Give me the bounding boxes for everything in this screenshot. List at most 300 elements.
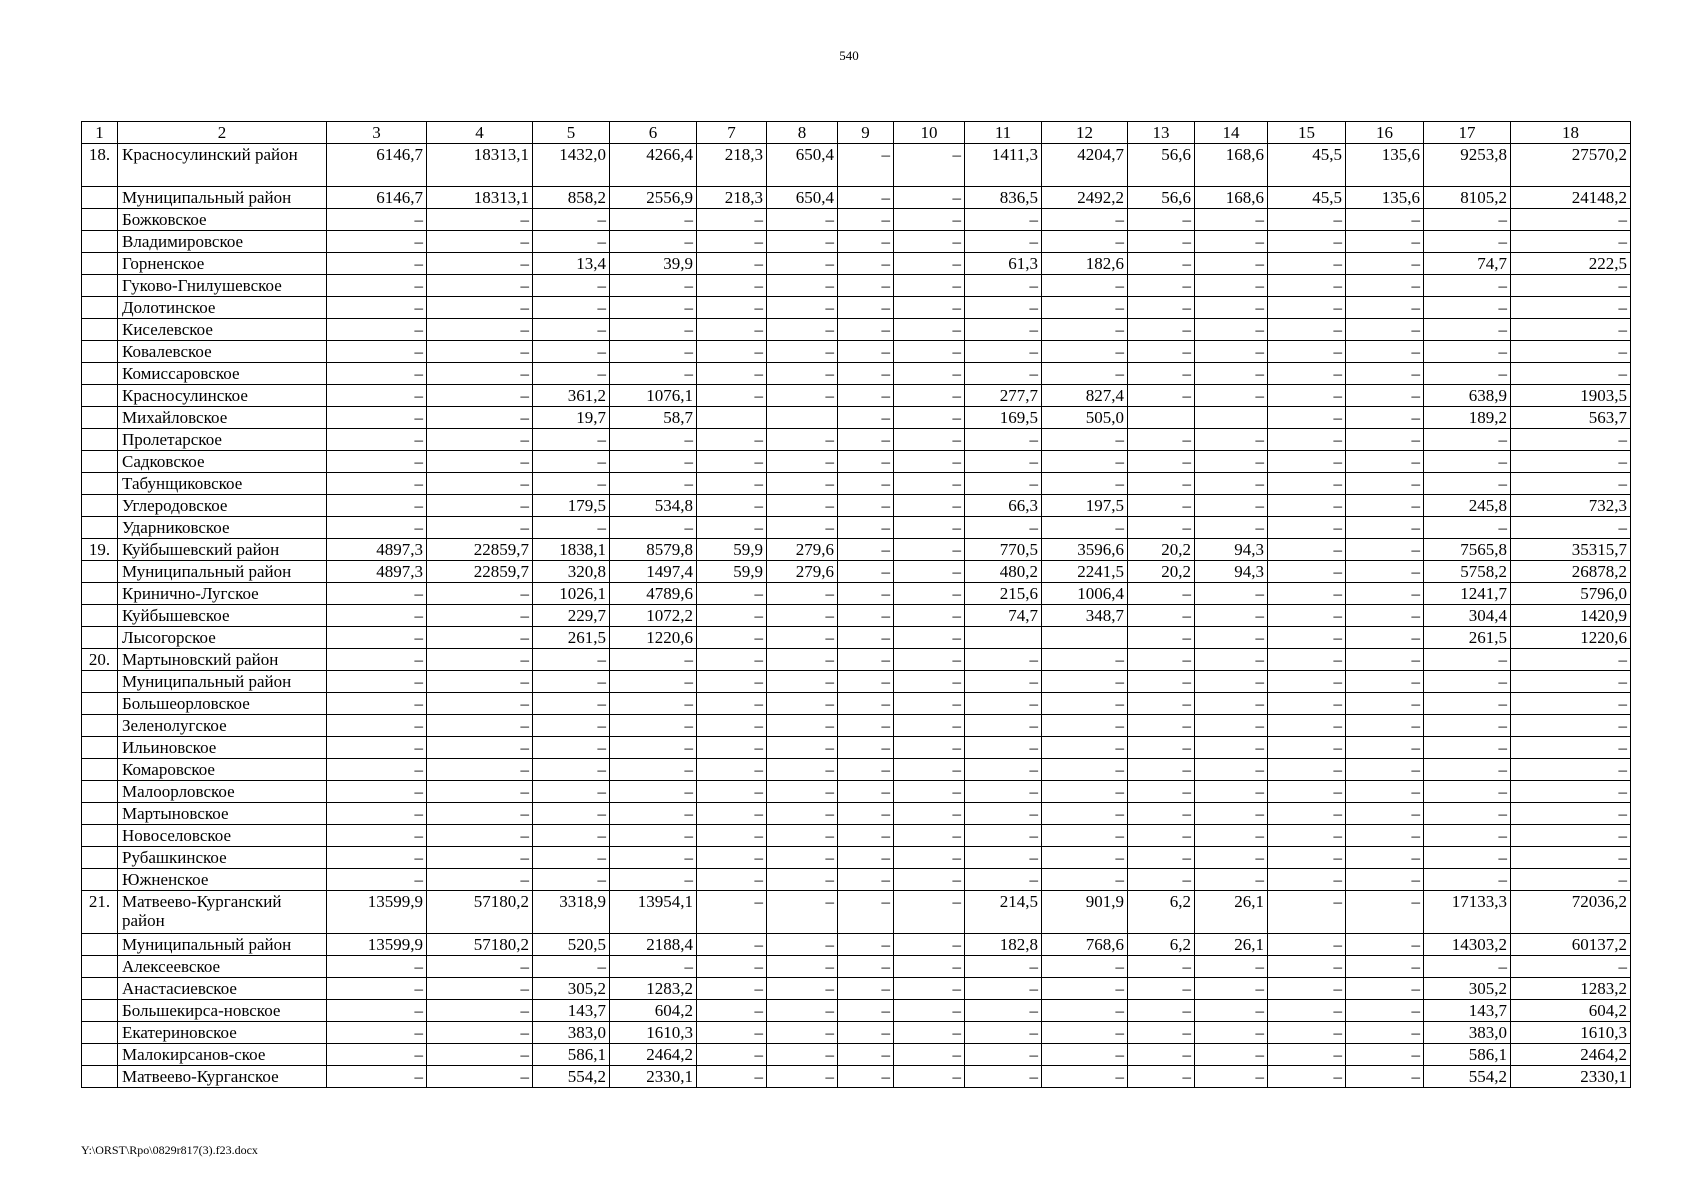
value-cell: –	[610, 781, 697, 803]
value-cell: –	[965, 869, 1042, 891]
value-cell: –	[965, 803, 1042, 825]
value-cell: –	[1128, 978, 1195, 1000]
value-cell: 305,2	[533, 978, 610, 1000]
value-cell: –	[697, 429, 767, 451]
value-cell: 604,2	[610, 1000, 697, 1022]
value-cell: 534,8	[610, 495, 697, 517]
value-cell: –	[1268, 429, 1346, 451]
value-cell: –	[327, 297, 427, 319]
value-cell: –	[1195, 671, 1268, 693]
value-cell: –	[1042, 297, 1128, 319]
value-cell: –	[327, 803, 427, 825]
value-cell: –	[1268, 473, 1346, 495]
row-number	[82, 1022, 118, 1044]
value-cell: 650,4	[767, 187, 838, 209]
value-cell: –	[838, 715, 894, 737]
value-cell: –	[427, 407, 533, 429]
value-cell: –	[1346, 759, 1424, 781]
value-cell: –	[533, 231, 610, 253]
value-cell: –	[1042, 1044, 1128, 1066]
value-cell: –	[1128, 1000, 1195, 1022]
value-cell: –	[1346, 715, 1424, 737]
value-cell: –	[767, 627, 838, 649]
value-cell: –	[327, 231, 427, 253]
value-cell: 383,0	[533, 1022, 610, 1044]
value-cell: –	[1128, 847, 1195, 869]
value-cell: –	[838, 275, 894, 297]
value-cell: –	[1195, 825, 1268, 847]
column-header: 6	[610, 122, 697, 144]
value-cell: 1220,6	[1511, 627, 1631, 649]
value-cell: –	[533, 693, 610, 715]
value-cell	[697, 407, 767, 429]
value-cell: –	[697, 275, 767, 297]
table-row	[82, 451, 1631, 473]
value-cell: –	[1511, 429, 1631, 451]
row-name: Муниципальный район	[118, 561, 327, 583]
value-cell: 56,6	[1128, 144, 1195, 187]
value-cell: 520,5	[533, 934, 610, 956]
row-number	[82, 715, 118, 737]
value-cell: 1610,3	[610, 1022, 697, 1044]
value-cell: –	[1042, 825, 1128, 847]
value-cell: 2492,2	[1042, 187, 1128, 209]
value-cell: –	[697, 847, 767, 869]
value-cell: –	[1195, 583, 1268, 605]
value-cell: –	[533, 671, 610, 693]
value-cell: –	[1424, 956, 1511, 978]
value-cell: –	[767, 891, 838, 934]
value-cell: 261,5	[1424, 627, 1511, 649]
value-cell: –	[697, 693, 767, 715]
value-cell: –	[610, 869, 697, 891]
value-cell: 197,5	[1042, 495, 1128, 517]
value-cell: –	[610, 517, 697, 539]
row-name: Садковское	[118, 451, 327, 473]
value-cell: –	[1511, 275, 1631, 297]
value-cell: –	[1042, 473, 1128, 495]
row-name: Зеленолугское	[118, 715, 327, 737]
value-cell: 8579,8	[610, 539, 697, 561]
value-cell: –	[427, 605, 533, 627]
value-cell: –	[767, 341, 838, 363]
row-number	[82, 385, 118, 407]
value-cell: 22859,7	[427, 561, 533, 583]
value-cell: –	[1268, 319, 1346, 341]
value-cell: –	[697, 956, 767, 978]
value-cell: –	[1346, 978, 1424, 1000]
value-cell: –	[1424, 341, 1511, 363]
value-cell: –	[427, 363, 533, 385]
column-header: 4	[427, 122, 533, 144]
value-cell: –	[1042, 1022, 1128, 1044]
value-cell: –	[838, 253, 894, 275]
value-cell: –	[1195, 341, 1268, 363]
row-name: Муниципальный район	[118, 671, 327, 693]
value-cell: –	[965, 297, 1042, 319]
value-cell: –	[610, 231, 697, 253]
value-cell: –	[838, 495, 894, 517]
value-cell: –	[965, 1044, 1042, 1066]
value-cell: –	[1042, 781, 1128, 803]
value-cell: –	[1424, 693, 1511, 715]
value-cell: 505,0	[1042, 407, 1128, 429]
value-cell: –	[1042, 649, 1128, 671]
row-name: Анастасиевское	[118, 978, 327, 1000]
value-cell: –	[894, 253, 965, 275]
value-cell: –	[533, 869, 610, 891]
value-cell: –	[1424, 847, 1511, 869]
value-cell: –	[697, 495, 767, 517]
value-cell: –	[1195, 363, 1268, 385]
row-name: Красносулинский район	[118, 144, 327, 187]
value-cell: 57180,2	[427, 891, 533, 934]
value-cell: –	[697, 517, 767, 539]
value-cell: –	[327, 715, 427, 737]
value-cell: –	[697, 231, 767, 253]
value-cell: –	[697, 803, 767, 825]
value-cell: –	[1042, 341, 1128, 363]
value-cell: –	[767, 429, 838, 451]
value-cell: –	[1424, 715, 1511, 737]
value-cell: –	[1268, 759, 1346, 781]
table-row	[82, 1000, 1631, 1022]
value-cell: –	[1346, 319, 1424, 341]
value-cell: 26,1	[1195, 934, 1268, 956]
value-cell: 13954,1	[610, 891, 697, 934]
table-row	[82, 978, 1631, 1000]
value-cell: –	[697, 605, 767, 627]
column-header: 9	[838, 122, 894, 144]
row-number	[82, 341, 118, 363]
value-cell: –	[1195, 869, 1268, 891]
value-cell: 320,8	[533, 561, 610, 583]
value-cell: –	[838, 1000, 894, 1022]
value-cell: –	[1042, 209, 1128, 231]
value-cell: –	[610, 297, 697, 319]
value-cell: –	[697, 385, 767, 407]
value-cell: –	[1346, 341, 1424, 363]
value-cell: –	[1424, 363, 1511, 385]
value-cell: –	[1195, 803, 1268, 825]
value-cell: –	[838, 363, 894, 385]
row-number	[82, 759, 118, 781]
value-cell: 59,9	[697, 561, 767, 583]
value-cell: 1006,4	[1042, 583, 1128, 605]
value-cell: 13599,9	[327, 891, 427, 934]
row-name: Красносулинское	[118, 385, 327, 407]
value-cell: –	[1268, 539, 1346, 561]
table-row	[82, 627, 1631, 649]
value-cell: –	[1128, 715, 1195, 737]
value-cell: –	[767, 231, 838, 253]
value-cell: 56,6	[1128, 187, 1195, 209]
row-name: Рубашкинское	[118, 847, 327, 869]
value-cell: –	[894, 539, 965, 561]
value-cell: –	[1128, 649, 1195, 671]
value-cell: –	[767, 803, 838, 825]
row-number	[82, 319, 118, 341]
value-cell: –	[1511, 319, 1631, 341]
value-cell: 22859,7	[427, 539, 533, 561]
value-cell: –	[1128, 1066, 1195, 1088]
value-cell: 179,5	[533, 495, 610, 517]
value-cell: –	[1042, 715, 1128, 737]
row-name: Куйбышевское	[118, 605, 327, 627]
row-number	[82, 429, 118, 451]
value-cell: –	[1424, 209, 1511, 231]
value-cell: 383,0	[1424, 1022, 1511, 1044]
value-cell: 8105,2	[1424, 187, 1511, 209]
value-cell: –	[894, 495, 965, 517]
value-cell: –	[1042, 1066, 1128, 1088]
value-cell: –	[533, 451, 610, 473]
value-cell: 7565,8	[1424, 539, 1511, 561]
value-cell: –	[1346, 297, 1424, 319]
value-cell: –	[1268, 869, 1346, 891]
value-cell: –	[894, 144, 965, 187]
value-cell: –	[1511, 649, 1631, 671]
value-cell: –	[767, 781, 838, 803]
value-cell: –	[894, 517, 965, 539]
value-cell: –	[1268, 934, 1346, 956]
value-cell: 638,9	[1424, 385, 1511, 407]
value-cell: –	[427, 956, 533, 978]
value-cell: –	[427, 473, 533, 495]
value-cell: –	[1511, 759, 1631, 781]
value-cell: 27570,2	[1511, 144, 1631, 187]
row-name: Южненское	[118, 869, 327, 891]
value-cell: 18313,1	[427, 144, 533, 187]
value-cell: 1420,9	[1511, 605, 1631, 627]
value-cell: –	[965, 759, 1042, 781]
value-cell: –	[327, 583, 427, 605]
value-cell: 6,2	[1128, 891, 1195, 934]
value-cell: –	[1195, 1022, 1268, 1044]
value-cell: 901,9	[1042, 891, 1128, 934]
value-cell: –	[767, 385, 838, 407]
value-cell: 189,2	[1424, 407, 1511, 429]
value-cell: –	[1511, 715, 1631, 737]
row-name: Владимировское	[118, 231, 327, 253]
table-row	[82, 671, 1631, 693]
value-cell: –	[838, 627, 894, 649]
value-cell: 214,5	[965, 891, 1042, 934]
value-cell: –	[1346, 869, 1424, 891]
value-cell: –	[1128, 693, 1195, 715]
value-cell: –	[1268, 978, 1346, 1000]
table-row	[82, 781, 1631, 803]
value-cell: 361,2	[533, 385, 610, 407]
value-cell: –	[427, 715, 533, 737]
value-cell: –	[1346, 605, 1424, 627]
row-number	[82, 561, 118, 583]
value-cell: –	[1346, 649, 1424, 671]
value-cell: 768,6	[1042, 934, 1128, 956]
value-cell: –	[1268, 1066, 1346, 1088]
row-number	[82, 495, 118, 517]
value-cell: –	[1042, 759, 1128, 781]
value-cell: 2330,1	[1511, 1066, 1631, 1088]
row-name: Алексеевское	[118, 956, 327, 978]
value-cell: –	[1511, 517, 1631, 539]
value-cell: –	[1424, 869, 1511, 891]
table-row	[82, 737, 1631, 759]
value-cell: –	[767, 605, 838, 627]
value-cell: 2330,1	[610, 1066, 697, 1088]
value-cell: –	[697, 627, 767, 649]
value-cell: –	[327, 495, 427, 517]
value-cell: –	[327, 1022, 427, 1044]
value-cell: –	[894, 934, 965, 956]
value-cell: –	[427, 341, 533, 363]
value-cell: –	[1511, 869, 1631, 891]
value-cell: –	[610, 209, 697, 231]
value-cell: 168,6	[1195, 144, 1268, 187]
value-cell: –	[1128, 627, 1195, 649]
row-number	[82, 275, 118, 297]
value-cell: –	[1042, 978, 1128, 1000]
value-cell: –	[427, 319, 533, 341]
row-number: 20.	[82, 649, 118, 671]
value-cell: 3318,9	[533, 891, 610, 934]
value-cell: –	[965, 978, 1042, 1000]
value-cell: 169,5	[965, 407, 1042, 429]
row-number	[82, 956, 118, 978]
row-number	[82, 209, 118, 231]
value-cell: –	[894, 231, 965, 253]
value-cell: –	[1346, 429, 1424, 451]
value-cell: –	[1511, 825, 1631, 847]
value-cell: –	[1346, 385, 1424, 407]
value-cell: –	[767, 956, 838, 978]
value-cell: –	[767, 297, 838, 319]
value-cell: –	[1195, 231, 1268, 253]
value-cell: –	[1195, 1000, 1268, 1022]
value-cell: –	[838, 231, 894, 253]
value-cell: 2241,5	[1042, 561, 1128, 583]
value-cell: –	[838, 1022, 894, 1044]
value-cell: –	[1346, 1000, 1424, 1022]
value-cell: –	[1128, 1044, 1195, 1066]
value-cell: 348,7	[1042, 605, 1128, 627]
value-cell: –	[533, 737, 610, 759]
value-cell: –	[327, 693, 427, 715]
value-cell: 61,3	[965, 253, 1042, 275]
value-cell: –	[1346, 847, 1424, 869]
column-header: 3	[327, 122, 427, 144]
table-row	[82, 803, 1631, 825]
row-name: Ильиновское	[118, 737, 327, 759]
value-cell: –	[894, 297, 965, 319]
value-cell: –	[427, 693, 533, 715]
value-cell: –	[1128, 209, 1195, 231]
value-cell: –	[1042, 847, 1128, 869]
value-cell: –	[327, 275, 427, 297]
value-cell: –	[894, 978, 965, 1000]
value-cell: –	[1424, 429, 1511, 451]
table-row	[82, 495, 1631, 517]
table-row	[82, 649, 1631, 671]
row-name: Куйбышевский район	[118, 539, 327, 561]
value-cell: –	[327, 605, 427, 627]
value-cell: –	[1268, 1044, 1346, 1066]
value-cell: –	[838, 759, 894, 781]
value-cell: –	[838, 473, 894, 495]
value-cell: –	[1128, 473, 1195, 495]
column-header: 11	[965, 122, 1042, 144]
row-number	[82, 605, 118, 627]
value-cell: –	[427, 275, 533, 297]
value-cell: –	[965, 781, 1042, 803]
value-cell: –	[1268, 803, 1346, 825]
row-name: Комаровское	[118, 759, 327, 781]
value-cell: –	[1346, 803, 1424, 825]
value-cell: –	[610, 671, 697, 693]
value-cell: –	[894, 891, 965, 934]
table-row	[82, 561, 1631, 583]
value-cell: –	[838, 605, 894, 627]
value-cell: –	[327, 627, 427, 649]
value-cell: –	[427, 759, 533, 781]
value-cell: –	[533, 319, 610, 341]
value-cell: –	[1346, 825, 1424, 847]
value-cell: –	[610, 649, 697, 671]
value-cell: –	[1511, 956, 1631, 978]
value-cell: –	[1128, 341, 1195, 363]
value-cell: –	[1042, 319, 1128, 341]
value-cell: –	[1128, 517, 1195, 539]
value-cell: –	[1128, 297, 1195, 319]
value-cell: –	[894, 473, 965, 495]
row-number	[82, 825, 118, 847]
value-cell: –	[697, 583, 767, 605]
value-cell: –	[1346, 561, 1424, 583]
value-cell: –	[1042, 451, 1128, 473]
row-number	[82, 187, 118, 209]
value-cell: –	[894, 759, 965, 781]
table-row	[82, 583, 1631, 605]
value-cell: 1026,1	[533, 583, 610, 605]
value-cell: 45,5	[1268, 187, 1346, 209]
row-name: Долотинское	[118, 297, 327, 319]
value-cell: 4789,6	[610, 583, 697, 605]
value-cell: –	[1346, 451, 1424, 473]
header-row	[82, 122, 1631, 144]
value-cell: –	[965, 671, 1042, 693]
value-cell: –	[427, 517, 533, 539]
column-header: 13	[1128, 122, 1195, 144]
value-cell: –	[327, 517, 427, 539]
value-cell: –	[1346, 693, 1424, 715]
value-cell: –	[1268, 825, 1346, 847]
value-cell: –	[767, 495, 838, 517]
value-cell: 58,7	[610, 407, 697, 429]
row-number	[82, 1066, 118, 1088]
value-cell: –	[838, 737, 894, 759]
value-cell: –	[767, 209, 838, 231]
value-cell: 17133,3	[1424, 891, 1511, 934]
value-cell: –	[327, 759, 427, 781]
value-cell: –	[1268, 253, 1346, 275]
value-cell: –	[1511, 209, 1631, 231]
value-cell: 732,3	[1511, 495, 1631, 517]
value-cell: –	[1128, 363, 1195, 385]
row-number	[82, 231, 118, 253]
value-cell: –	[965, 429, 1042, 451]
value-cell: 1283,2	[1511, 978, 1631, 1000]
value-cell: –	[1346, 891, 1424, 934]
